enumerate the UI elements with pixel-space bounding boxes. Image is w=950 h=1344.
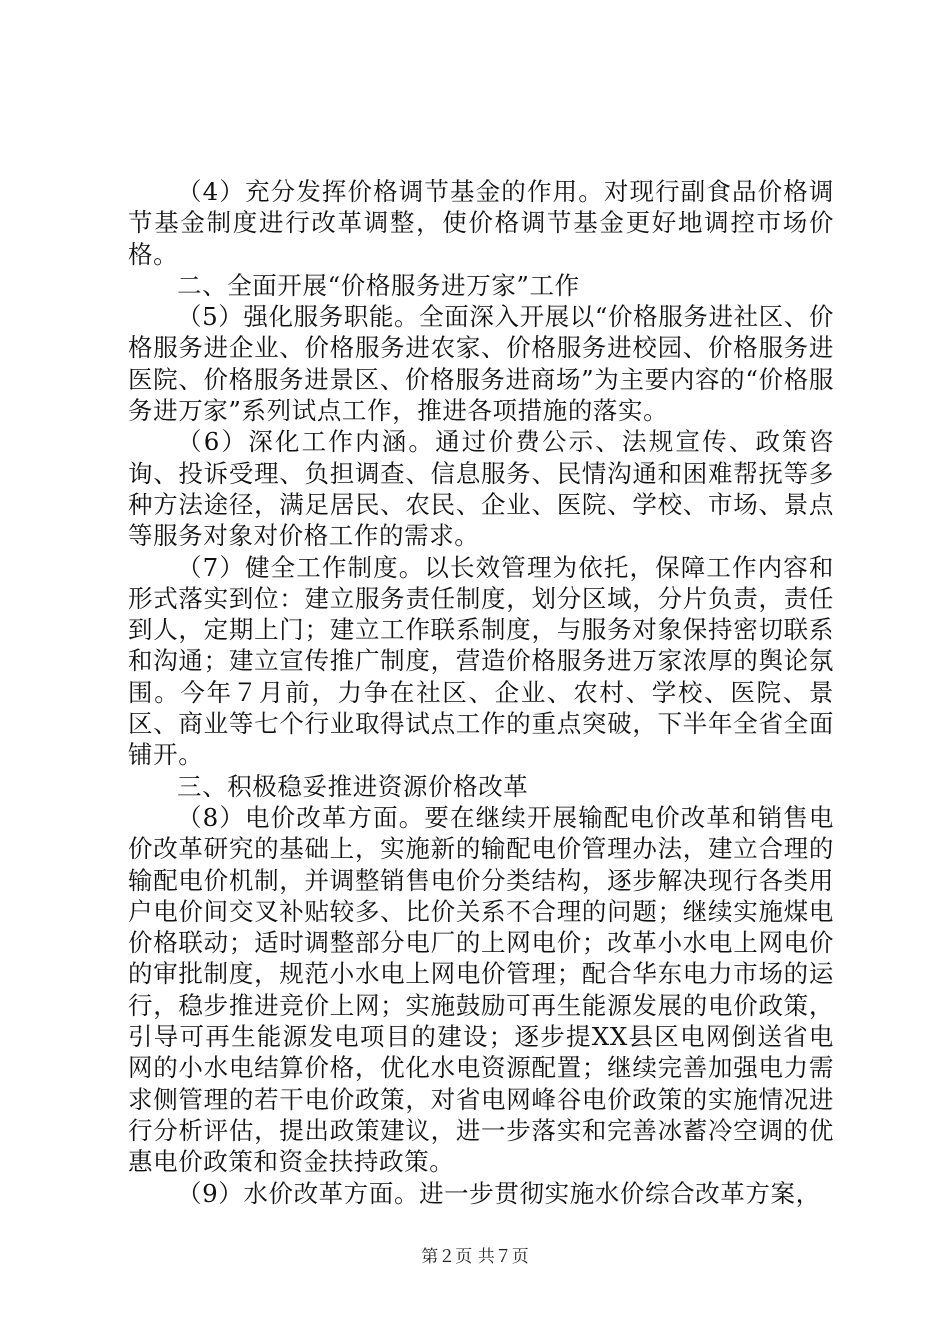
section-heading-3: 三、积极稳妥推进资源价格改革 [177,771,529,801]
paragraph-item-6: （6）深化工作内涵。通过价费公示、法规宣传、政策咨询、投诉受理、负担调查、信息服务、民情沟通和困难帮抚等多种方法途径，满足居民、农民、企业、医院、学校、市场、景点等服务对象对价格工作的需求。 [128,427,834,551]
paragraph-item-8: （8）电价改革方面。要在继续开展输配电价改革和销售电价改革研究的基础上，实施新的输配电价管理办法，建立合理的输配电价机制，并调整销售电价分类结构，逐步解决现行各类用户电价间交叉补贴较多、比价关系不合理的问题；继续实施煤电价格联动；适时调整部分电厂的上网电价；改革小水电上网电价的审批制度，规范小水电上网电价管理；配合华东电力市场的运行，稳步推进竞价上网；实施鼓励可再生能源发展的电价政策，引导可再生能源发电项目的建设；逐步提XX县区电网倒送省电网的小水电结算价格，优化水电资源配置；继续完善加强电力需求侧管理的若干电价政策，对省电网峰谷电价政策的实施情况进行分析评估，提出政策建议，进一步落实和完善冰蓄冷空调的优惠电价政策和资金扶持政策。 [128,802,834,1177]
paragraph-item-4: （4）充分发挥价格调节基金的作用。对现行副食品价格调节基金制度进行改革调整，使价格调节基金更好地调控市场价格。 [128,177,834,269]
paragraph-item-5: （5）强化服务职能。全面深入开展以“价格服务进社区、价格服务进企业、价格服务进农家、价格服务进校园、价格服务进医院、价格服务进景区、价格服务进商场”为主要内容的“价格服务进万家”系列试点工作，推进各项措施的落实。 [128,302,834,426]
section-heading-2: 二、全面开展“价格服务进万家”工作 [177,270,580,300]
page-number-footer: 第２页 共７页 [421,1247,529,1267]
document-body [128,176,834,1209]
paragraph-item-7: （7）健全工作制度。以长效管理为依托，保障工作内容和形式落实到位：建立服务责任制度，划分区域，分片负责，责任到人，定期上门；建立工作联系制度，与服务对象保持密切联系和沟通；建立宣传推广制度，营造价格服务进万家浓厚的舆论氛围。今年７月前，力争在社区、企业、农村、学校、医院、景区、商业等七个行业取得试点工作的重点突破，下半年全省全面铺开。 [128,552,834,770]
paragraph-item-9: （9）水价改革方面。进一步贯彻实施水价综合改革方案， [177,1178,821,1208]
